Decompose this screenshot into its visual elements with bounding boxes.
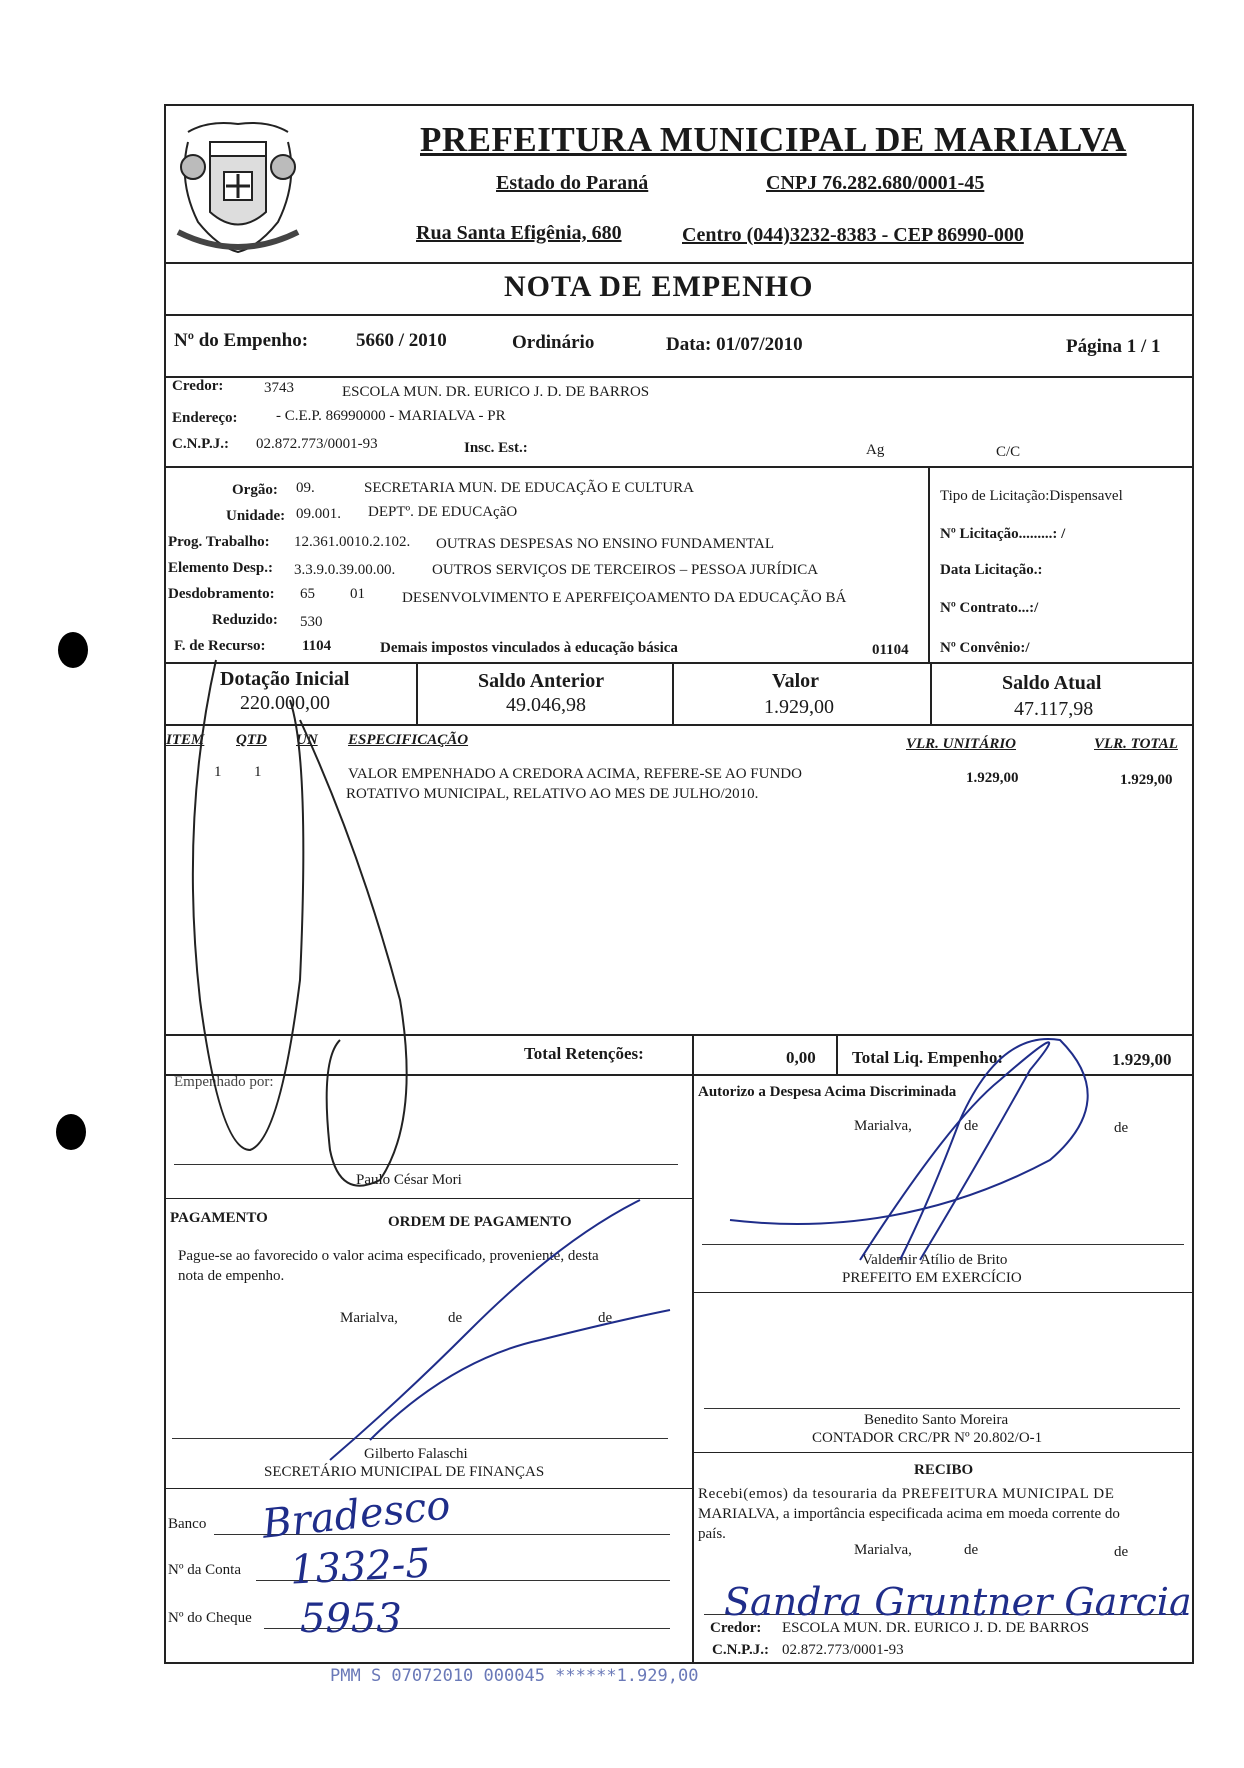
cnpj-label: C.N.P.J.: xyxy=(172,436,229,452)
valor-value: 1.929,00 xyxy=(764,696,834,718)
reduzido-label: Reduzido: xyxy=(212,612,278,628)
header-address: Rua Santa Efigênia, 680 xyxy=(416,222,622,244)
valor-label: Valor xyxy=(772,670,820,692)
col-vlr-unit: VLR. UNITÁRIO xyxy=(906,736,1017,752)
reduzido-code: 530 xyxy=(300,614,323,630)
autorizo-label: Autorizo a Despesa Acima Discriminada xyxy=(698,1084,957,1100)
atual-label: Saldo Atual xyxy=(1002,672,1102,694)
empenho-date: Data: 01/07/2010 xyxy=(666,334,803,355)
empenho-type: Ordinário xyxy=(512,332,595,353)
col-spec: ESPECIFICAÇÃO xyxy=(348,732,469,748)
col-qtd: QTD xyxy=(236,732,267,748)
licitacao-numero: Nº Licitação.........: / xyxy=(940,526,1066,542)
ordem-pagamento-label: ORDEM DE PAGAMENTO xyxy=(388,1214,572,1230)
handwritten-conta: 1332-5 xyxy=(288,1540,432,1594)
ag-label: Ag xyxy=(866,442,885,458)
header-title: PREFEITURA MUNICIPAL DE MARIALVA xyxy=(420,120,1127,159)
desd-code: 65 xyxy=(300,586,315,602)
item-spec-line1: VALOR EMPENHADO A CREDORA ACIMA, REFERE-SE AO FUNDO xyxy=(348,766,802,782)
orgao-name: SECRETARIA MUN. DE EDUCAÇÃO E CULTURA xyxy=(364,480,694,496)
pagamento-de1: de xyxy=(448,1310,463,1326)
handwritten-banco: Bradesco xyxy=(260,1482,453,1548)
prog-name: OUTRAS DESPESAS NO ENSINO FUNDAMENTAL xyxy=(436,536,774,552)
pagamento-text-line1: Pague-se ao favorecido o valor acima especificado, proveniente, desta xyxy=(178,1248,599,1264)
item-spec-line2: ROTATIVO MUNICIPAL, RELATIVO AO MES DE JULHO/2010. xyxy=(346,786,759,802)
licitacao-contrato: Nº Contrato...:/ xyxy=(940,600,1039,616)
dotacao-label: Dotação Inicial xyxy=(220,668,350,690)
header-cnpj: CNPJ 76.282.680/0001-45 xyxy=(766,172,985,194)
recibo-city: Marialva, xyxy=(854,1542,912,1558)
licitacao-tipo: Tipo de Licitação:Dispensavel xyxy=(940,488,1123,504)
insc-label: Insc. Est.: xyxy=(464,440,528,456)
licitacao-convenio: Nº Convênio:/ xyxy=(940,640,1030,656)
recibo-de1: de xyxy=(964,1542,979,1558)
recibo-credor-name: ESCOLA MUN. DR. EURICO J. D. DE BARROS xyxy=(782,1620,1090,1636)
recurso-label: F. de Recurso: xyxy=(174,638,266,654)
recibo-label: RECIBO xyxy=(914,1462,974,1478)
doc-title: NOTA DE EMPENHO xyxy=(504,270,814,303)
pagamento-text-line2: nota de empenho. xyxy=(178,1268,285,1284)
retencoes-label: Total Retenções: xyxy=(524,1044,644,1063)
empenhado-label: Empenhado por: xyxy=(174,1074,274,1090)
atual-value: 47.117,98 xyxy=(1014,698,1094,720)
recurso-code: 1104 xyxy=(302,638,332,654)
banco-label: Banco xyxy=(168,1516,207,1532)
payment-stamp: PMM S 07072010 000045 ******1.929,00 xyxy=(330,1666,699,1686)
pagamento-name: Gilberto Falaschi xyxy=(364,1446,468,1462)
credor-name: ESCOLA MUN. DR. EURICO J. D. DE BARROS xyxy=(342,384,650,400)
prog-label: Prog. Trabalho: xyxy=(168,534,270,550)
autorizo-city: Marialva, xyxy=(854,1118,912,1134)
recibo-cnpj-label: C.N.P.J.: xyxy=(712,1642,769,1658)
contador-name: Benedito Santo Moreira xyxy=(864,1412,1009,1428)
recurso-code2: 01104 xyxy=(872,642,909,658)
pagamento-de2: de xyxy=(598,1310,613,1326)
recibo-text-line2: MARIALVA, a importância especificada acima em moeda corrente do xyxy=(698,1506,1120,1522)
item-vlr-unit: 1.929,00 xyxy=(966,770,1019,786)
unidade-code: 09.001. xyxy=(296,506,341,522)
endereco-value: - C.E.P. 86990000 - MARIALVA - PR xyxy=(276,408,506,424)
cnpj-value: 02.872.773/0001-93 xyxy=(256,436,378,452)
anterior-value: 49.046,98 xyxy=(506,694,586,716)
recibo-cnpj: 02.872.773/0001-93 xyxy=(782,1642,904,1658)
licitacao-data: Data Licitação.: xyxy=(940,562,1043,578)
empenho-number-label: Nº do Empenho: xyxy=(174,330,309,351)
desd-name: DESENVOLVIMENTO E APERFEIÇOAMENTO DA EDUCAÇÃO BÁ xyxy=(402,590,847,606)
header-contact: Centro (044)3232-8383 - CEP 86990-000 xyxy=(682,224,1024,246)
col-item: ITEM xyxy=(166,732,205,748)
unidade-label: Unidade: xyxy=(226,508,286,524)
dotacao-value: 220.000,00 xyxy=(240,692,330,714)
elem-name: OUTROS SERVIÇOS DE TERCEIROS – PESSOA JURÍDICA xyxy=(432,562,819,578)
credor-label: Credor: xyxy=(172,378,224,394)
item-number: 1 xyxy=(214,764,222,780)
desd-label: Desdobramento: xyxy=(168,586,275,602)
cheque-label: Nº do Cheque xyxy=(168,1610,252,1626)
autorizo-de1: de xyxy=(964,1118,979,1134)
pagamento-label: PAGAMENTO xyxy=(170,1210,268,1226)
pagamento-role: SECRETÁRIO MUNICIPAL DE FINANÇAS xyxy=(264,1464,545,1480)
contador-role: CONTADOR CRC/PR Nº 20.802/O-1 xyxy=(812,1430,1043,1446)
orgao-code: 09. xyxy=(296,480,315,496)
elem-label: Elemento Desp.: xyxy=(168,560,273,576)
empenho-page: Página 1 / 1 xyxy=(1066,336,1161,357)
cc-label: C/C xyxy=(996,444,1021,460)
handwritten-signature-recibo: Sandra Gruntner Garcia xyxy=(724,1580,1192,1624)
recibo-text-line3: país. xyxy=(698,1526,726,1542)
autorizo-role: PREFEITO EM EXERCÍCIO xyxy=(842,1270,1022,1286)
conta-label: Nº da Conta xyxy=(168,1562,241,1578)
endereco-label: Endereço: xyxy=(172,410,238,426)
handwritten-cheque: 5953 xyxy=(300,1596,402,1642)
elem-code: 3.3.9.0.39.00.00. xyxy=(294,562,396,578)
col-vlr-total: VLR. TOTAL xyxy=(1094,736,1178,752)
retencoes-value: 0,00 xyxy=(786,1048,816,1067)
empenhado-name: Paulo César Mori xyxy=(356,1172,462,1188)
autorizo-name: Valdemir Atílio de Brito xyxy=(862,1252,1008,1268)
pagamento-city: Marialva, xyxy=(340,1310,398,1326)
anterior-label: Saldo Anterior xyxy=(478,670,605,692)
recibo-de2: de xyxy=(1114,1544,1129,1560)
header-state: Estado do Paraná xyxy=(496,172,649,194)
liquido-label: Total Liq. Empenho: xyxy=(852,1048,1003,1067)
credor-code: 3743 xyxy=(264,380,294,396)
item-qtd: 1 xyxy=(254,764,262,780)
desd-sub: 01 xyxy=(350,586,365,602)
prog-code: 12.361.0010.2.102. xyxy=(294,534,411,550)
col-un: UN xyxy=(296,732,318,748)
orgao-label: Orgão: xyxy=(232,482,278,498)
recibo-credor-label: Credor: xyxy=(710,1620,762,1636)
empenho-number: 5660 / 2010 xyxy=(356,330,447,351)
recurso-name: Demais impostos vinculados à educação básica xyxy=(380,640,678,656)
autorizo-de2: de xyxy=(1114,1120,1129,1136)
unidade-name: DEPTº. DE EDUCAçãO xyxy=(368,504,518,520)
recibo-text-line1: Recebi(emos) da tesouraria da PREFEITURA MUNICIPAL DE xyxy=(698,1486,1115,1502)
liquido-value: 1.929,00 xyxy=(1112,1050,1172,1069)
item-vlr-total: 1.929,00 xyxy=(1120,772,1173,788)
